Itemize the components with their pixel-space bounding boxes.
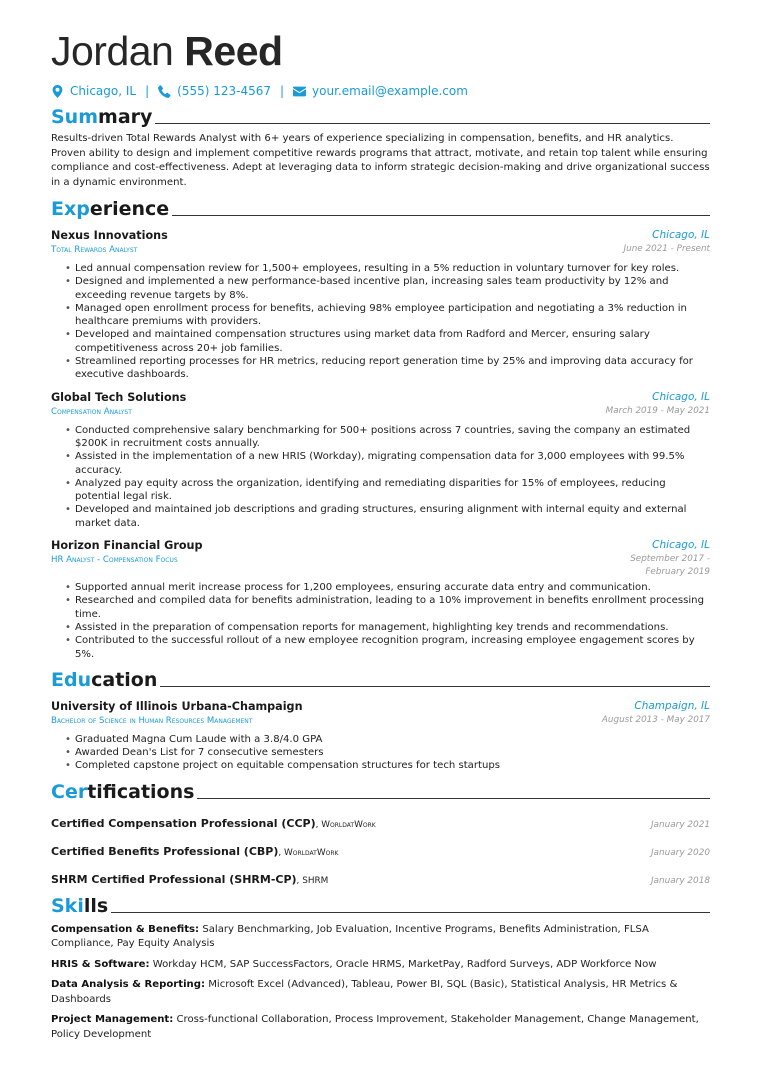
job-bullets: [51, 262, 710, 382]
list-item: • Led annual compensation review for 1,500+ employees, resulting in a 5% reduction in voluntary turnover for key roles.: [65, 262, 710, 275]
list-item: • Assisted in the implementation of a new HRIS (Workday), migrating compensation data for 3,000 employees with 99.5% accuracy.: [65, 450, 710, 477]
education-dates: August 2013 - May 2017: [601, 714, 710, 725]
list-item: • Completed capstone project on equitable compensation structures for tech startups: [65, 759, 710, 772]
list-item: • Graduated Magna Cum Laude with a 3.8/4.0 GPA: [65, 733, 710, 746]
first-name: Jordan: [51, 28, 174, 74]
list-item: • Supported annual merit increase process for 1,200 employees, ensuring accurate data entry and communication.: [65, 581, 710, 594]
skills-heading: Skills: [51, 895, 710, 917]
experience-heading: Experience: [51, 198, 710, 220]
cert-org: , SHRM: [296, 875, 329, 886]
list-item: • Developed and maintained compensation structures using market data from Radford and Mercer, ensuring salary competitiveness across 20+ job families.: [65, 328, 710, 355]
education-entry: [51, 699, 710, 773]
job-title: Total Rewards Analyst: [51, 245, 138, 255]
company-name: Horizon Financial Group: [51, 539, 203, 553]
skill-label: Data Analysis & Reporting:: [51, 979, 205, 991]
section-rule: [197, 798, 710, 799]
degree: Bachelor of Science in Human Resources Management: [51, 715, 253, 726]
job-bullets: [51, 581, 710, 661]
job-bullets: [51, 424, 710, 530]
list-item: • Designed and implemented a new performance-based incentive plan, increasing sales team productivity by 12% and exceeding revenue targets by 8%.: [65, 275, 710, 302]
job-entry: [51, 390, 710, 530]
cert-org: , WorldatWork: [278, 847, 339, 858]
skill-text: Microsoft Excel (Advanced), Tableau, Power BI, SQL (Basic), Statistical Analysis, HR Metrics & Dashboards: [51, 979, 678, 1005]
cert-date: January 2018: [650, 875, 710, 886]
certification-item: [51, 812, 710, 831]
skill-text: Cross-functional Collaboration, Process Improvement, Stakeholder Management, Change Management, Policy Development: [51, 1014, 699, 1040]
list-item: • Conducted comprehensive salary benchmarking for 500+ positions across 7 countries, saving the company an estimated $200K in recruitment costs annually.: [65, 424, 710, 451]
phone-icon: [158, 85, 171, 98]
school-name: University of Illinois Urbana-Champaign: [51, 699, 303, 713]
skill-label: HRIS & Software:: [51, 958, 150, 970]
envelope-icon: [293, 85, 306, 98]
section-rule: [160, 686, 710, 687]
section-rule: [155, 123, 710, 124]
section-rule: [172, 215, 710, 216]
separator: |: [145, 84, 150, 98]
list-item: • Managed open enrollment process for benefits, achieving 98% employee participation and negotiating a 3% reduction in healthcare premiums with providers.: [65, 302, 710, 329]
cert-org: , WorldatWork: [315, 819, 376, 830]
certifications-heading: Certifications: [51, 781, 710, 803]
job-location: Chicago, IL: [652, 390, 710, 403]
skill-group: [51, 923, 710, 952]
education-bullets: [51, 733, 710, 773]
skill-group: [51, 958, 710, 973]
separator: |: [280, 84, 285, 98]
skill-label: Compensation & Benefits:: [51, 923, 200, 935]
job-entry: [51, 538, 710, 661]
skill-label: Project Management:: [51, 1014, 174, 1026]
job-entry: [51, 228, 710, 382]
job-location: Chicago, IL: [652, 229, 710, 241]
list-item: • Researched and compiled data for benefits administration, leading to a 10% improvement in benefits enrollment processing time.: [65, 594, 710, 621]
list-item: • Developed and maintained job descriptions and grading structures, ensuring alignment with internal equity and external market data.: [65, 503, 710, 530]
email-link[interactable]: your.email@example.com: [312, 84, 468, 98]
cert-date: January 2020: [650, 847, 710, 858]
company-name: Nexus Innovations: [51, 229, 168, 242]
job-dates: June 2021 - Present: [623, 244, 710, 254]
company-name: Global Tech Solutions: [51, 390, 187, 404]
skill-group: [51, 978, 710, 1007]
skill-text: Salary Benchmarking, Job Evaluation, Incentive Programs, Benefits Administration, FLSA Compliance, Pay Equity Analysis: [51, 923, 649, 950]
skill-group: [51, 1013, 710, 1042]
last-name: Reed: [184, 28, 283, 74]
list-item: • Analyzed pay equity across the organization, identifying and remediating disparities for 15% of employees, reducing potential legal risk.: [65, 477, 710, 504]
summary-heading: Summary: [51, 106, 710, 128]
contact-bar: [51, 84, 710, 98]
map-pin-icon: [51, 85, 64, 98]
education-heading: Education: [51, 669, 710, 691]
job-location: Chicago, IL: [652, 539, 710, 552]
candidate-name: [51, 28, 710, 74]
certification-item: [51, 868, 710, 887]
skill-text: Workday HCM, SAP SuccessFactors, Oracle HRMS, MarketPay, Radford Surveys, ADP Workforce Now: [149, 958, 657, 970]
job-dates: March 2019 - May 2021: [605, 405, 710, 416]
list-item: • Streamlined reporting processes for HR metrics, reducing report generation time by 25% and improving data accuracy for executive dashboards.: [65, 355, 710, 382]
list-item: • Awarded Dean's List for 7 consecutive semesters: [65, 746, 710, 759]
certification-item: [51, 840, 710, 859]
school-location: Champaign, IL: [634, 699, 710, 712]
summary-text: Results-driven Total Rewards Analyst with 6+ years of experience specializing in compensation, benefits, and HR analytics. Proven ability to design and implement competitive rewards programs that attract, motivate, and retain top talent while ensuring compliance and cost-effectiveness. Adept at leveraging data to inform strategic decision-making and drive organizational success in a dynamic environment.: [51, 133, 710, 188]
cert-name: SHRM Certified Professional (SHRM-CP): [51, 872, 297, 886]
cert-date: January 2021: [650, 819, 710, 830]
job-title: HR Analyst - Compensation Focus: [51, 555, 178, 566]
section-rule: [111, 912, 710, 913]
cert-name: Certified Compensation Professional (CCP): [51, 816, 316, 830]
job-dates: September 2017 - February 2019: [630, 554, 710, 578]
phone-text: (555) 123-4567: [177, 84, 271, 98]
list-item: • Assisted in the preparation of compensation reports for management, highlighting key trends and recommendations.: [65, 621, 710, 634]
list-item: • Contributed to the successful rollout of a new employee recognition program, increasing employee engagement scores by 5%.: [65, 634, 710, 661]
resume-page: [51, 28, 710, 1042]
location-text: Chicago, IL: [70, 84, 137, 98]
cert-name: Certified Benefits Professional (CBP): [51, 844, 279, 858]
job-title: Compensation Analyst: [51, 406, 132, 417]
